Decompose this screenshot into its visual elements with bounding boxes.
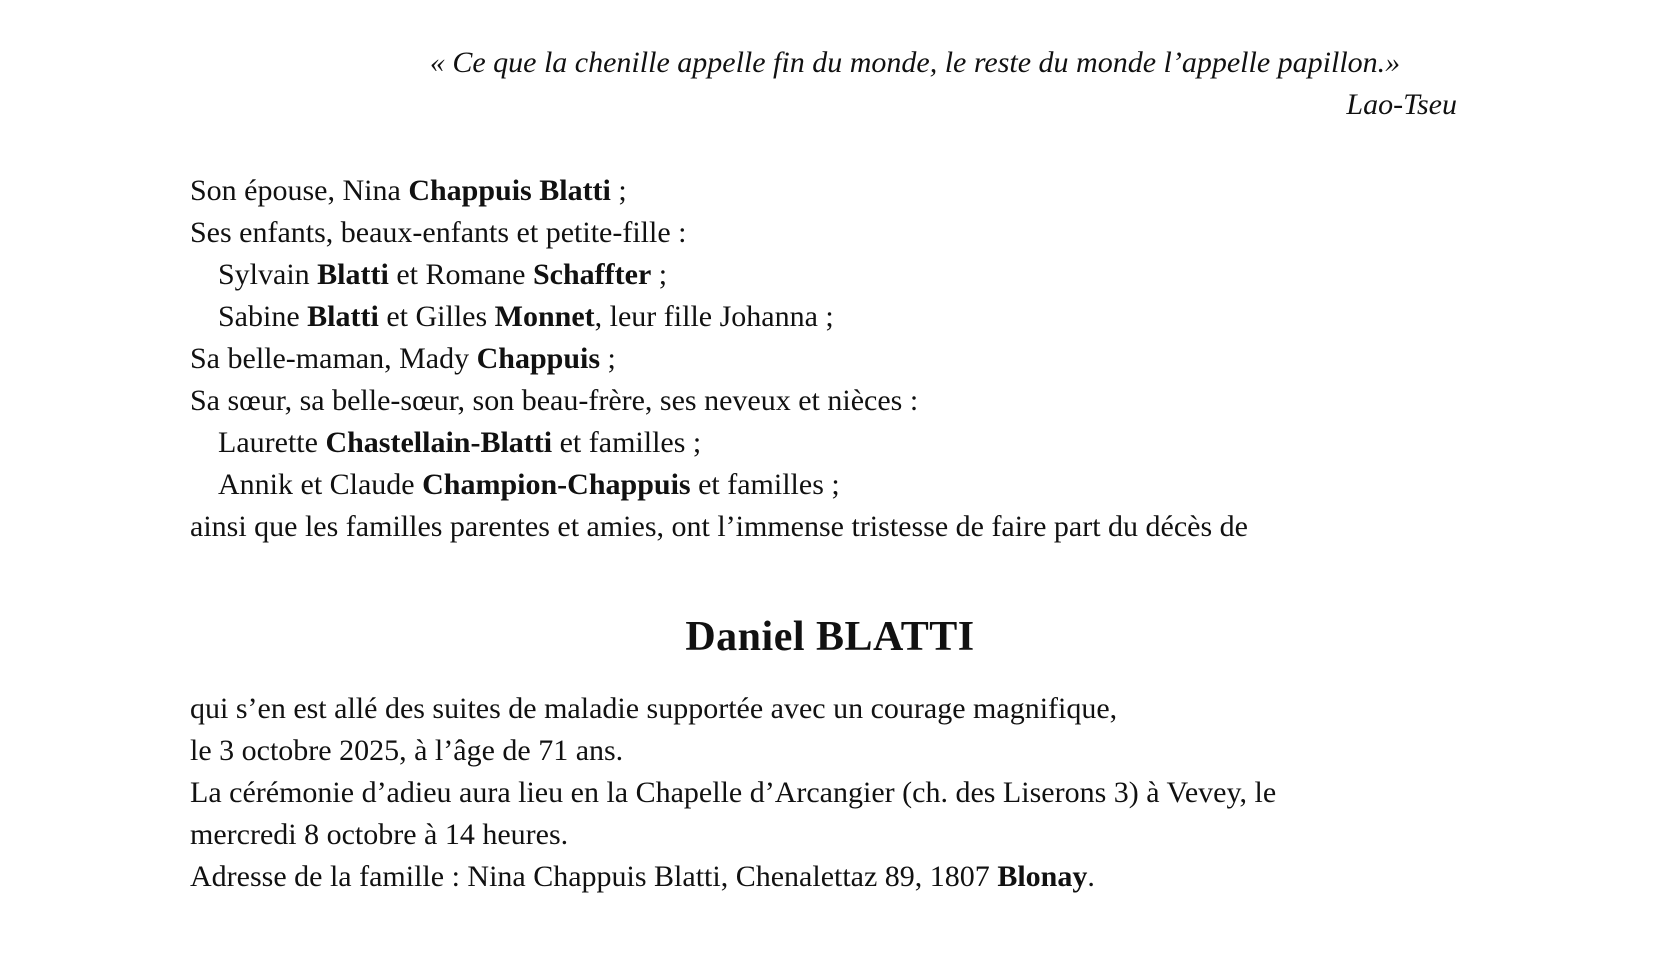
text-segment: Monnet	[494, 300, 595, 333]
text-line	[190, 254, 1248, 296]
text-line	[190, 422, 1248, 464]
text-segment: qui s’en est allé des suites de maladie supportée avec un courage magnifique,	[190, 692, 1118, 725]
text-line	[190, 464, 1248, 506]
text-line	[190, 856, 1276, 898]
text-segment: .	[1087, 860, 1095, 893]
text-segment: et familles ;	[552, 426, 702, 459]
quote-attribution: Lao-Tseu	[1346, 88, 1457, 121]
text-line	[190, 772, 1276, 814]
text-segment: et familles ;	[690, 468, 840, 501]
text-segment: La cérémonie d’adieu aura lieu en la Chapelle d’Arcangier (ch. des Liserons 3) à Vevey, le	[190, 776, 1277, 809]
text-line	[190, 688, 1276, 730]
text-segment: Blatti	[307, 300, 379, 333]
text-segment: Laurette	[218, 426, 326, 459]
text-segment: Sa sœur, sa belle-sœur, son beau-frère, ses neveux et nièces :	[190, 384, 919, 417]
text-segment: Chastellain-Blatti	[325, 426, 553, 459]
text-line	[190, 730, 1276, 772]
text-line	[190, 506, 1248, 548]
text-line	[190, 380, 1248, 422]
deceased-name: Daniel BLATTI	[685, 614, 975, 660]
text-segment: et Gilles	[378, 300, 495, 333]
text-segment: Schaffter	[532, 258, 652, 291]
ceremony-details	[190, 688, 1276, 898]
text-segment: Adresse de la famille : Nina Chappuis Blatti, Chenalettaz 89, 1807	[190, 860, 998, 893]
quote-text: « Ce que la chenille appelle fin du monde, le reste du monde l’appelle papillon.»	[429, 46, 1401, 79]
text-segment: ;	[610, 174, 627, 207]
text-segment: Sabine	[218, 300, 308, 333]
text-line	[190, 814, 1276, 856]
text-segment: Blonay	[997, 860, 1088, 893]
text-segment: et Romane	[388, 258, 533, 291]
text-segment: ainsi que les familles parentes et amies, ont l’immense tristesse de faire part du décès de	[190, 510, 1248, 543]
text-segment: Son épouse, Nina	[190, 174, 409, 207]
text-segment: , leur fille Johanna ;	[594, 300, 834, 333]
text-segment: Chappuis Blatti	[408, 174, 611, 207]
text-segment: Sa belle-maman, Mady	[190, 342, 477, 375]
family-announcement	[190, 170, 1248, 548]
text-segment: Blatti	[317, 258, 389, 291]
text-segment: Sylvain	[218, 258, 318, 291]
text-line	[190, 338, 1248, 380]
text-segment: Annik et Claude	[218, 468, 423, 501]
text-segment: Chappuis	[476, 342, 601, 375]
text-segment: ;	[600, 342, 616, 375]
text-segment: Ses enfants, beaux-enfants et petite-fille :	[190, 216, 687, 249]
text-line	[190, 170, 1248, 212]
text-segment: ;	[651, 258, 668, 291]
text-segment: mercredi 8 octobre à 14 heures.	[190, 818, 569, 851]
quote-block	[373, 42, 1457, 126]
text-segment: le 3 octobre 2025, à l’âge de 71 ans.	[190, 734, 624, 767]
text-line	[190, 212, 1248, 254]
text-segment: Champion-Chappuis	[422, 468, 691, 501]
text-line	[190, 296, 1248, 338]
